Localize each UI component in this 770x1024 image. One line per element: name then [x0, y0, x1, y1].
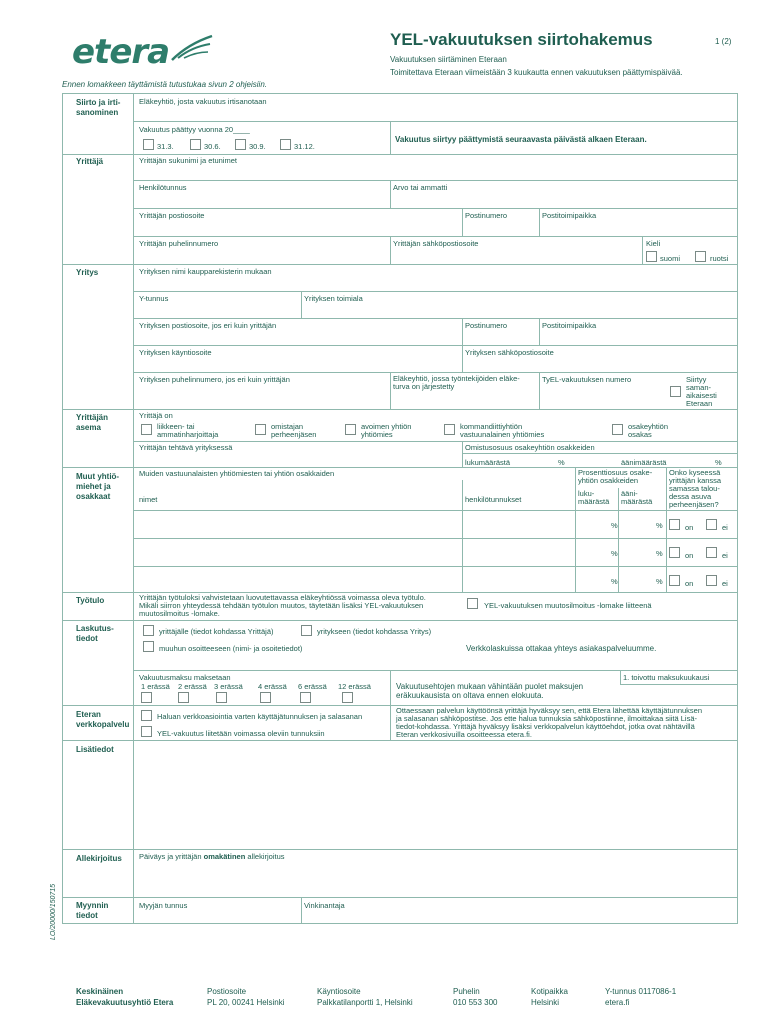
label-tyel-company: Eläkeyhtiö, jossa työntekijöiden eläke- turva on järjestetty: [393, 374, 520, 391]
checkbox-4-era[interactable]: [260, 692, 271, 703]
label-names: nimet: [139, 495, 158, 504]
label-industry: Yrityksen toimiala: [304, 294, 363, 303]
page-number: 1 (2): [715, 37, 732, 46]
label-city: Postitoimipaikka: [542, 211, 597, 220]
label-vote-share: ääni- määrästä: [621, 489, 653, 506]
section-muut: Muut yhtiö- miehet ja osakkaat: [76, 472, 120, 501]
label-share: Omistusosuus osakeyhtiön osakkeiden: [465, 443, 595, 452]
footer-visiting: Käyntiosoite Palkkatilanportti 1, Helsinki: [317, 987, 413, 1007]
checkbox-avoin-yhtio[interactable]: [345, 424, 356, 435]
label-liikkeenharjoittaja: liikkeen- tai ammatinharjoittaja: [157, 422, 219, 439]
row3-ei: ei: [722, 579, 728, 588]
label-count-share: luku- määrästä: [578, 489, 610, 506]
section-verkko: Eteran verkkopalvelu: [76, 710, 130, 729]
label-30-6: 30.6.: [204, 142, 221, 151]
footer-domicile: Kotipaikka Helsinki: [531, 987, 568, 1007]
label-31-12: 31.12.: [294, 142, 315, 151]
label-company-email: Yrityksen sähköpostiosoite: [465, 348, 554, 357]
label-ruotsi: ruotsi: [710, 254, 729, 263]
signature-label: Päiväys ja yrittäjän omakätinen allekirjoitus: [139, 852, 285, 861]
label-osakas: osakeyhtiön osakas: [628, 422, 669, 439]
footer-ytunnus: Y-tunnus 0117086-1 etera.fi: [605, 987, 677, 1007]
label-share-count: lukumäärästä: [465, 458, 511, 467]
label-company-address: Yrityksen postiosoite, jos eri kuin yrittäjän: [139, 321, 277, 330]
checkbox-suomi[interactable]: [646, 251, 657, 262]
label-old-company: Eläkeyhtiö, josta vakuutus irtisanotaan: [139, 97, 267, 106]
checkbox-30-6[interactable]: [190, 139, 201, 150]
form-title: YEL-vakuutuksen siirtohakemus: [390, 30, 653, 49]
section-allekirjoitus: Allekirjoitus: [76, 854, 122, 863]
checkbox-row1-ei[interactable]: [706, 519, 717, 530]
label-visiting-address: Yrityksen käyntiosoite: [139, 348, 212, 357]
row2-pct-b: %: [656, 549, 663, 558]
checkbox-change-form[interactable]: [467, 598, 478, 609]
label-ssns: henkilötunnukset: [465, 495, 522, 504]
section-siirto: Siirto ja irti- sanominen: [76, 98, 121, 117]
leaf-icon: [168, 34, 214, 64]
label-paid-in: Vakuutusmaksu maksetaan: [139, 673, 231, 682]
subtitle-1: Vakuutuksen siirtäminen Eteraan: [390, 55, 507, 64]
row1-ei: ei: [722, 523, 728, 532]
checkbox-row1-on[interactable]: [669, 519, 680, 530]
section-lisatiedot: Lisätiedot: [76, 745, 114, 754]
checkbox-bill-company[interactable]: [301, 625, 312, 636]
checkbox-web-attach[interactable]: [141, 726, 152, 737]
web-service-info: Ottaessaan palvelun käyttöönsä yrittäjä hyväksyy sen, että Etera lähettää käyttäjätunnuksen ja salasanan sähköpostitse. Jos ette halua tunnuksia sähköpostiinne, ilmoittakaa siitä Lisä- tiedot-kohdassa. Yrittäjä hyväksyy lisäksi verkkopalvelun käyttöehdot, jotka ovat nähtävillä Eteran verkkosivuilla osoitteessa etera.fi.: [396, 706, 703, 739]
etera-logo: [72, 32, 212, 72]
label-30-9: 30.9.: [249, 142, 266, 151]
row1-pct-a: %: [611, 521, 618, 530]
checkbox-ruotsi[interactable]: [695, 251, 706, 262]
label-pct-1: %: [558, 458, 565, 467]
label-email: Yrittäjän sähköpostiosoite: [393, 239, 479, 248]
logo-text: etera: [72, 32, 170, 72]
label-web-attach: YEL-vakuutus liitetään voimassa oleviin tunnuksiin: [157, 729, 325, 738]
row2-pct-a: %: [611, 549, 618, 558]
row2-ei: ei: [722, 551, 728, 560]
label-job: Arvo tai ammatti: [393, 183, 448, 192]
label-4-era: 4 erässä: [258, 682, 287, 691]
section-tyotulo: Työtulo: [76, 596, 105, 605]
label-6-era: 6 erässä: [298, 682, 327, 691]
label-web-credentials: Haluan verkkoasiointia varten käyttäjätunnuksen ja salasanan: [157, 712, 363, 721]
label-entrepreneur-name: Yrittäjän sukunimi ja etunimet: [139, 156, 237, 165]
checkbox-kommandiitti[interactable]: [444, 424, 455, 435]
label-family-question: Onko kyseessä yrittäjän kanssa samassa talou- dessa asuva perheenjäsen?: [669, 468, 722, 509]
checkbox-12-era[interactable]: [342, 692, 353, 703]
subtitle-2: Toimitettava Eteraan viimeistään 3 kuukautta ennen vakuutuksen päättymispäivää.: [390, 68, 683, 77]
label-change-form: YEL-vakuutuksen muutosilmoitus -lomake liitteenä: [484, 601, 652, 610]
label-bill-other: muuhun osoitteeseen (nimi- ja osoitetiedot): [159, 644, 303, 653]
row1-pct-b: %: [656, 521, 663, 530]
footer-company: Keskinäinen Eläkevakuutusyhtiö Etera: [76, 987, 174, 1007]
ebill-note: Verkkolaskuissa ottakaa yhteys asiakaspalveluumme.: [466, 644, 657, 653]
footer-phone: Puhelin 010 553 300: [453, 987, 498, 1007]
checkbox-30-9[interactable]: [235, 139, 246, 150]
installment-terms: Vakuutusehtojen mukaan vähintään puolet maksujen eräkuukausista on oltava ennen elokuuta.: [396, 682, 584, 700]
label-31-3: 31.3.: [157, 142, 174, 151]
label-vote-count: äänimäärästä: [621, 458, 667, 467]
label-bill-company: yritykseen (tiedot kohdassa Yritys): [317, 627, 432, 636]
checkbox-row2-on[interactable]: [669, 547, 680, 558]
row1-on: on: [685, 523, 694, 532]
checkbox-liikkeenharjoittaja[interactable]: [141, 424, 152, 435]
label-ytunnus: Y-tunnus: [139, 294, 169, 303]
checkbox-2-era[interactable]: [178, 692, 189, 703]
label-avoin-yhtio: avoimen yhtiön yhtiömies: [361, 422, 412, 439]
income-text: Yrittäjän työtuloksi vahvistetaan luovutettavassa eläkeyhtiössä voimassa oleva työtulo. Mikäli siirron yhteydessä tehdään työtulon muutos, täytetään lisäksi YEL-vakuutuksen muutosilmoitus -lomake.: [139, 593, 426, 618]
checkbox-31-3[interactable]: [143, 139, 154, 150]
label-first-month: 1. toivottu maksukuukausi: [623, 673, 710, 682]
checkbox-bill-entrepreneur[interactable]: [143, 625, 154, 636]
label-tyel-number: TyEL-vakuutuksen numero: [542, 375, 632, 384]
row3-on: on: [685, 579, 694, 588]
section-myynti: Myynnin tiedot: [76, 901, 109, 920]
checkbox-row2-ei[interactable]: [706, 547, 717, 558]
label-column-divider: [133, 93, 134, 924]
checkbox-3-era[interactable]: [216, 692, 227, 703]
checkbox-perheenjasen[interactable]: [255, 424, 266, 435]
instruction-note: Ennen lomakkeen täyttämistä tutustukaa sivun 2 ohjeisiin.: [62, 80, 268, 89]
label-company-phone: Yrityksen puhelinnumero, jos eri kuin yrittäjän: [139, 375, 290, 384]
section-asema: Yrittäjän asema: [76, 413, 109, 432]
label-language: Kieli: [646, 239, 661, 248]
checkbox-osakas[interactable]: [612, 424, 623, 435]
row3-pct-b: %: [656, 577, 663, 586]
footer-postal: Postiosoite PL 20, 00241 Helsinki: [207, 987, 285, 1007]
checkbox-6-era[interactable]: [300, 692, 311, 703]
label-phone: Yrittäjän puhelinnumero: [139, 239, 219, 248]
label-postal-address: Yrittäjän postiosoite: [139, 211, 205, 220]
label-bill-entrepreneur: yrittäjälle (tiedot kohdassa Yrittäjä): [159, 627, 274, 636]
label-seller-id: Myyjän tunnus: [139, 901, 188, 910]
label-company-name: Yrityksen nimi kaupparekisterin mukaan: [139, 267, 272, 276]
transfer-note: Vakuutus siirtyy päättymistä seuraavasta päivästä alkaen Eteraan.: [395, 135, 647, 144]
label-suomi: suomi: [660, 254, 681, 263]
label-3-era: 3 erässä: [214, 682, 243, 691]
checkbox-1-era[interactable]: [141, 692, 152, 703]
checkbox-31-12[interactable]: [280, 139, 291, 150]
checkbox-row3-ei[interactable]: [706, 575, 717, 586]
label-12-era: 12 erässä: [338, 682, 371, 691]
label-others-head: Muiden vastuunalaisten yhtiömiesten tai yhtiön osakkaiden: [139, 469, 335, 478]
label-yrittaja-on: Yrittäjä on: [139, 411, 173, 420]
section-yrittaja: Yrittäjä: [76, 157, 104, 166]
label-1-era: 1 erässä: [141, 682, 170, 691]
checkbox-web-credentials[interactable]: [141, 710, 152, 721]
label-percent-share: Prosenttiosuus osake- yhtiön osakkeiden: [578, 468, 653, 485]
label-ssn: Henkilötunnus: [139, 183, 187, 192]
label-ends-year: Vakuutus päättyy vuonna 20____: [139, 125, 250, 134]
label-perheenjasen: omistajan perheenjäsen: [271, 422, 317, 439]
section-yritys: Yritys: [76, 268, 99, 277]
section-laskutus: Laskutus- tiedot: [76, 624, 114, 643]
form-code: LO/20000/150715: [50, 883, 57, 940]
row3-pct-a: %: [611, 577, 618, 586]
label-kommandiitti: kommandiittiyhtiön vastuunalainen yhtiömies: [460, 422, 545, 439]
label-2-era: 2 erässä: [178, 682, 207, 691]
label-zip: Postinumero: [465, 211, 508, 220]
label-pct-2: %: [715, 458, 722, 467]
row2-on: on: [685, 551, 694, 560]
label-task: Yrittäjän tehtävä yrityksessä: [139, 443, 233, 452]
label-company-city: Postitoimipaikka: [542, 321, 597, 330]
label-company-zip: Postinumero: [465, 321, 508, 330]
label-siirtyy: Siirtyy saman- aikaisesti Eteraan: [686, 375, 717, 408]
label-referrer: Vinkinantaja: [304, 901, 345, 910]
checkbox-bill-other[interactable]: [143, 641, 154, 652]
checkbox-siirtyy[interactable]: [670, 386, 681, 397]
checkbox-row3-on[interactable]: [669, 575, 680, 586]
